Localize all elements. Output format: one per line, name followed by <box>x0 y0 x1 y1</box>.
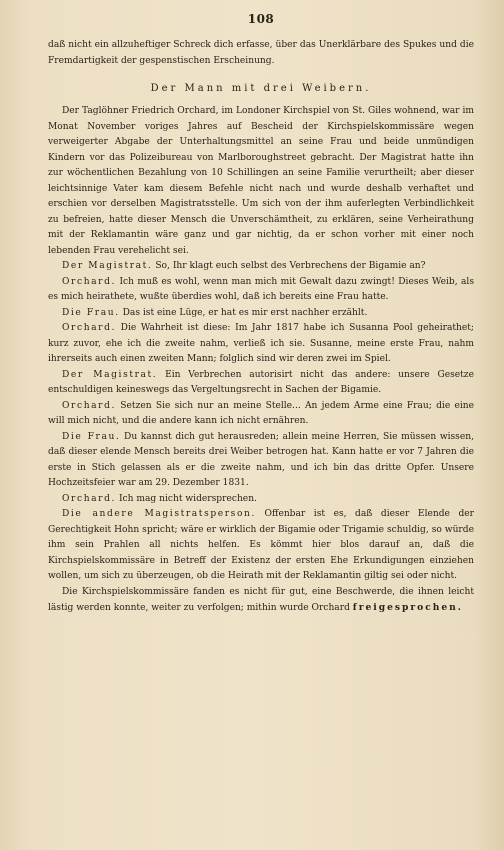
dialogue <box>48 259 474 585</box>
spoken-text: Setzen Sie sich nur an meine Stelle... An jedem Arme eine Frau; die eine will mich nicht, und die andere kann ich nicht ernähren. <box>48 400 474 426</box>
speaker-label: Orchard. <box>62 400 117 411</box>
spoken-text: Das ist eine Lüge, er hat es mir erst nachher erzählt. <box>122 307 368 318</box>
spoken-text: Ein Verbrechen autorisirt nicht das andere: unsere Gesetze entschuldigen keineswegs das Vergeltungsrecht in Sachen der Bigamie. <box>48 369 474 395</box>
dialogue-line <box>48 368 474 399</box>
intro-paragraph: daß nicht ein allzuheftiger Schreck dich erfasse, über das Unerklärbare des Spukes und die Fremdartigkeit der gespenstischen Erscheinung. <box>48 40 474 66</box>
speaker-label: Die Frau. <box>62 431 121 442</box>
speaker-label: Die andere Magistratsperson. <box>62 509 256 519</box>
spoken-text: Die Wahrheit ist diese: Im Jahr 1817 habe ich Susanna Pool geheirathet; kurz zuvor, ehe ich die zweite nahm, verließ ich sie. Susanne, meine erste Frau, nahm ihrerseits auch einen zweiten Mann; folglich sind wir deren zwei im Spiel. <box>48 323 474 364</box>
dialogue-line <box>48 492 474 508</box>
speaker-label: Der Magistrat. <box>62 369 158 380</box>
speaker-label: Der Magistrat. <box>62 261 153 271</box>
dialogue-line <box>48 321 474 368</box>
speaker-label: Orchard. <box>62 276 117 287</box>
speaker-label: Orchard. <box>62 493 117 504</box>
dialogue-line <box>48 507 474 585</box>
spoken-text: Du kannst dich gut herausreden; allein meine Herren, Sie müssen wissen, daß dieser elende Mensch bereits drei Weiber betrogen hat. Kann hatte er vor 7 Jahren die erste in Stich gelassen als er die zweite nahm, und ich bin das dritte Opfer. Unsere Hochzeitsfeier war am 29. Dezember 1831. <box>48 431 474 488</box>
dialogue-line <box>48 259 474 275</box>
page-number: 108 <box>247 12 275 26</box>
speaker-label: Die Frau. <box>62 307 120 318</box>
spoken-text: Offenbar ist es, daß dieser Elende der Gerechtigkeit Hohn spricht; wäre er wirklich der Bigamie oder Trigamie schuldig, so würde ihm sein Prahlen all nichts helfen. Es kömmt hier blos darauf an, daß die Kirchspielskommissäre in Betreff der Existenz der ersten Ehe Erkundigungen einziehen wollen, um sich zu überzeugen, ob die Heirath mit der Reklamantin giltig sei oder nicht. <box>48 509 475 581</box>
spoken-text: So, Ihr klagt euch selbst des Verbrechens der Bigamie an? <box>155 261 426 271</box>
dialogue-line <box>48 399 474 430</box>
closing-text: Die Kirchspielskommissäre fanden es nicht für gut, eine Beschwerde, die ihnen leicht lästig werden konnte, weiter zu verfolgen; mithin wurde Orchard <box>48 586 474 613</box>
closing-verdict: freigesprochen. <box>352 602 463 613</box>
spoken-text: Ich mag nicht widersprechen. <box>118 493 257 504</box>
section-heading: Der Mann mit drei Weibern. <box>150 83 372 94</box>
spoken-text: Ich muß es wohl, wenn man mich mit Gewalt dazu zwingt! Dieses Weib, als es mich heirathete, wußte überdies wohl, daß ich bereits eine Frau hatte. <box>48 276 474 302</box>
dialogue-line <box>48 306 474 322</box>
narrative-paragraph: Der Taglöhner Friedrich Orchard, im Londoner Kirchspiel von St. Giles wohnend, war im Monat November voriges Jahres auf Bescheid der Kirchspielskommissäre wegen verweigerter Abgabe der Unterhaltungsmittel an seine Frau und beide unmündigen Kindern vor das Polizeibureau von Marlboroughstreet gebracht. Der Magistrat hatte ihn zur wöchentlichen Bezahlung von 10 Schillingen an seine Familie verurtheilt; aber dieser leichtsinnige Vater kam diesem Befehle nicht nach und wurde deshalb verhaftet und erschien vor derselben Magistratsstelle. Um sich von der ihm auferlegten Verbindlichkeit zu befreien, hatte dieser Mensch die Unverschämtheit, zu erklären, seine Verheirathung mit der Reklamantin wäre ganz und gar nichtig, da er schon vorher mit einer noch lebenden Frau verehelicht sei. <box>48 106 474 256</box>
speaker-label: Orchard. <box>62 323 117 333</box>
dialogue-line <box>48 275 474 306</box>
closing-paragraph <box>48 585 474 617</box>
dialogue-line <box>48 430 474 492</box>
